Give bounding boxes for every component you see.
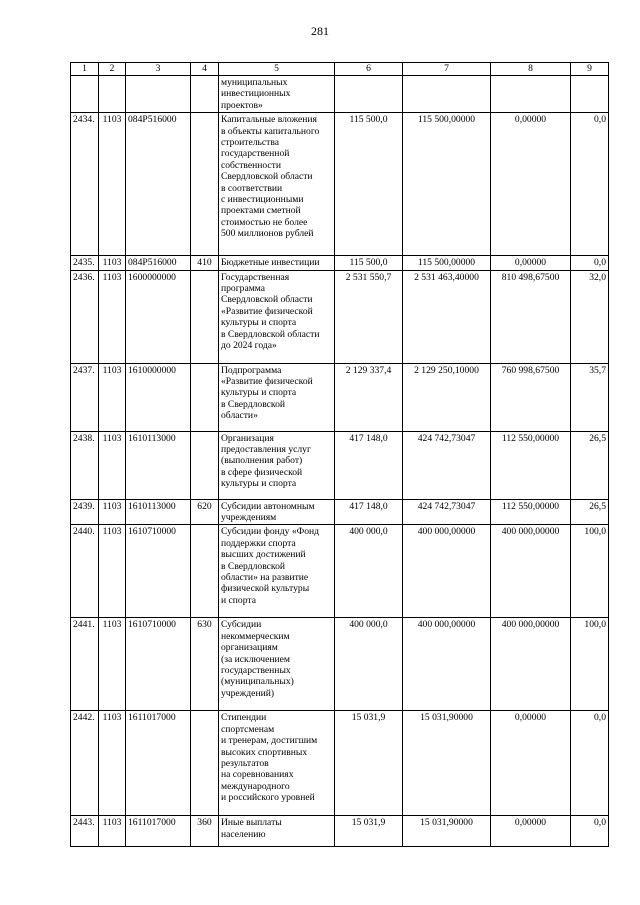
value-9: 100,0 bbox=[571, 618, 609, 711]
table-row bbox=[71, 711, 609, 816]
column-header-7: 7 bbox=[403, 63, 491, 76]
expense-type: 620 bbox=[191, 499, 219, 525]
table-row bbox=[71, 256, 609, 270]
table-row bbox=[71, 618, 609, 711]
row-number: 2436. bbox=[71, 270, 99, 363]
target-code bbox=[126, 76, 191, 113]
item-name: муниципальных инвестиционных проектов» bbox=[219, 76, 335, 113]
value-7: 15 031,90000 bbox=[403, 711, 491, 816]
column-header-8: 8 bbox=[491, 63, 571, 76]
section-code: 1103 bbox=[99, 525, 126, 618]
table-row bbox=[71, 363, 609, 431]
value-8: 0,00000 bbox=[491, 113, 571, 256]
value-7: 2 531 463,40000 bbox=[403, 270, 491, 363]
value-7: 424 742,73047 bbox=[403, 431, 491, 499]
table-body bbox=[71, 76, 609, 847]
expense-type bbox=[191, 431, 219, 499]
value-8: 400 000,00000 bbox=[491, 618, 571, 711]
item-name: Субсидии автономным учреждениям bbox=[219, 499, 335, 525]
target-code: 084P516000 bbox=[126, 113, 191, 256]
table-row bbox=[71, 499, 609, 525]
row-number: 2441. bbox=[71, 618, 99, 711]
value-6: 2 531 550,7 bbox=[335, 270, 403, 363]
expense-type bbox=[191, 270, 219, 363]
target-code: 1610113000 bbox=[126, 431, 191, 499]
column-header-4: 4 bbox=[191, 63, 219, 76]
target-code: 1610000000 bbox=[126, 363, 191, 431]
value-9: 0,0 bbox=[571, 816, 609, 847]
column-header-6: 6 bbox=[335, 63, 403, 76]
value-8: 760 998,67500 bbox=[491, 363, 571, 431]
value-8: 112 550,00000 bbox=[491, 431, 571, 499]
target-code: 1610710000 bbox=[126, 618, 191, 711]
value-9: 0,0 bbox=[571, 711, 609, 816]
section-code: 1103 bbox=[99, 113, 126, 256]
target-code: 1611017000 bbox=[126, 816, 191, 847]
item-name: Иные выплаты населению bbox=[219, 816, 335, 847]
value-8: 0,00000 bbox=[491, 711, 571, 816]
item-name: Государственная программа Свердловской области «Развитие физической культуры и спорта в Свердловской области до 2024 года» bbox=[219, 270, 335, 363]
value-9: 32,0 bbox=[571, 270, 609, 363]
section-code: 1103 bbox=[99, 431, 126, 499]
section-code: 1103 bbox=[99, 618, 126, 711]
expense-type: 410 bbox=[191, 256, 219, 270]
table-row bbox=[71, 816, 609, 847]
value-7: 115 500,00000 bbox=[403, 113, 491, 256]
row-number: 2442. bbox=[71, 711, 99, 816]
value-6: 15 031,9 bbox=[335, 816, 403, 847]
expense-type: 630 bbox=[191, 618, 219, 711]
target-code: 1611017000 bbox=[126, 711, 191, 816]
table-row bbox=[71, 76, 609, 113]
value-8: 0,00000 bbox=[491, 816, 571, 847]
column-header-3: 3 bbox=[126, 63, 191, 76]
page-number: 281 bbox=[311, 24, 329, 38]
row-number: 2438. bbox=[71, 431, 99, 499]
item-name: Организация предоставления услуг (выполнения работ) в сфере физической культуры и спорта bbox=[219, 431, 335, 499]
row-number: 2439. bbox=[71, 499, 99, 525]
section-code: 1103 bbox=[99, 711, 126, 816]
expense-type bbox=[191, 525, 219, 618]
value-9: 100,0 bbox=[571, 525, 609, 618]
expense-type bbox=[191, 76, 219, 113]
target-code: 1610710000 bbox=[126, 525, 191, 618]
table-row bbox=[71, 270, 609, 363]
expense-type bbox=[191, 113, 219, 256]
table-header-row bbox=[71, 63, 609, 76]
value-8: 400 000,00000 bbox=[491, 525, 571, 618]
item-name: Капитальные вложения в объекты капитального строительства государственной собственности Свердловской области в соответствии с инвестиционными проектами сметной стоимостью не более 500 миллионов рублей bbox=[219, 113, 335, 256]
table-row bbox=[71, 525, 609, 618]
column-header-5: 5 bbox=[219, 63, 335, 76]
column-header-1: 1 bbox=[71, 63, 99, 76]
value-6: 400 000,0 bbox=[335, 618, 403, 711]
section-code: 1103 bbox=[99, 363, 126, 431]
budget-table bbox=[70, 62, 609, 847]
item-name: Подпрограмма «Развитие физической культуры и спорта в Свердловской области» bbox=[219, 363, 335, 431]
column-header-2: 2 bbox=[99, 63, 126, 76]
value-9 bbox=[571, 76, 609, 113]
column-header-9: 9 bbox=[571, 63, 609, 76]
row-number bbox=[71, 76, 99, 113]
expense-type bbox=[191, 711, 219, 816]
expense-type: 360 bbox=[191, 816, 219, 847]
row-number: 2443. bbox=[71, 816, 99, 847]
value-7: 115 500,00000 bbox=[403, 256, 491, 270]
table-row bbox=[71, 113, 609, 256]
section-code bbox=[99, 76, 126, 113]
value-9: 0,0 bbox=[571, 256, 609, 270]
target-code: 1600000000 bbox=[126, 270, 191, 363]
value-7: 400 000,00000 bbox=[403, 525, 491, 618]
value-6: 2 129 337,4 bbox=[335, 363, 403, 431]
value-8: 810 498,67500 bbox=[491, 270, 571, 363]
table-row bbox=[71, 431, 609, 499]
row-number: 2434. bbox=[71, 113, 99, 256]
section-code: 1103 bbox=[99, 816, 126, 847]
value-9: 26,5 bbox=[571, 431, 609, 499]
value-6: 417 148,0 bbox=[335, 499, 403, 525]
item-name: Бюджетные инвестиции bbox=[219, 256, 335, 270]
value-6: 115 500,0 bbox=[335, 113, 403, 256]
value-8: 0,00000 bbox=[491, 256, 571, 270]
item-name: Субсидии фонду «Фонд поддержки спорта высших достижений в Свердловской области» на развитие физической культуры и спорта bbox=[219, 525, 335, 618]
section-code: 1103 bbox=[99, 270, 126, 363]
value-9: 0,0 bbox=[571, 113, 609, 256]
target-code: 084P516000 bbox=[126, 256, 191, 270]
value-6: 400 000,0 bbox=[335, 525, 403, 618]
target-code: 1610113000 bbox=[126, 499, 191, 525]
value-9: 26,5 bbox=[571, 499, 609, 525]
value-6 bbox=[335, 76, 403, 113]
value-7: 424 742,73047 bbox=[403, 499, 491, 525]
value-6: 15 031,9 bbox=[335, 711, 403, 816]
section-code: 1103 bbox=[99, 256, 126, 270]
value-7: 15 031,90000 bbox=[403, 816, 491, 847]
value-7: 400 000,00000 bbox=[403, 618, 491, 711]
value-7: 2 129 250,10000 bbox=[403, 363, 491, 431]
row-number: 2435. bbox=[71, 256, 99, 270]
expense-type bbox=[191, 363, 219, 431]
value-9: 35,7 bbox=[571, 363, 609, 431]
section-code: 1103 bbox=[99, 499, 126, 525]
value-8 bbox=[491, 76, 571, 113]
value-7 bbox=[403, 76, 491, 113]
item-name: Субсидии некоммерческим организациям (за исключением государственных (муниципальных) учреждений) bbox=[219, 618, 335, 711]
row-number: 2437. bbox=[71, 363, 99, 431]
row-number: 2440. bbox=[71, 525, 99, 618]
value-6: 417 148,0 bbox=[335, 431, 403, 499]
item-name: Стипендии спортсменам и тренерам, достигшим высоких спортивных результатов на соревнованиях международного и российского уровней bbox=[219, 711, 335, 816]
value-8: 112 550,00000 bbox=[491, 499, 571, 525]
value-6: 115 500,0 bbox=[335, 256, 403, 270]
